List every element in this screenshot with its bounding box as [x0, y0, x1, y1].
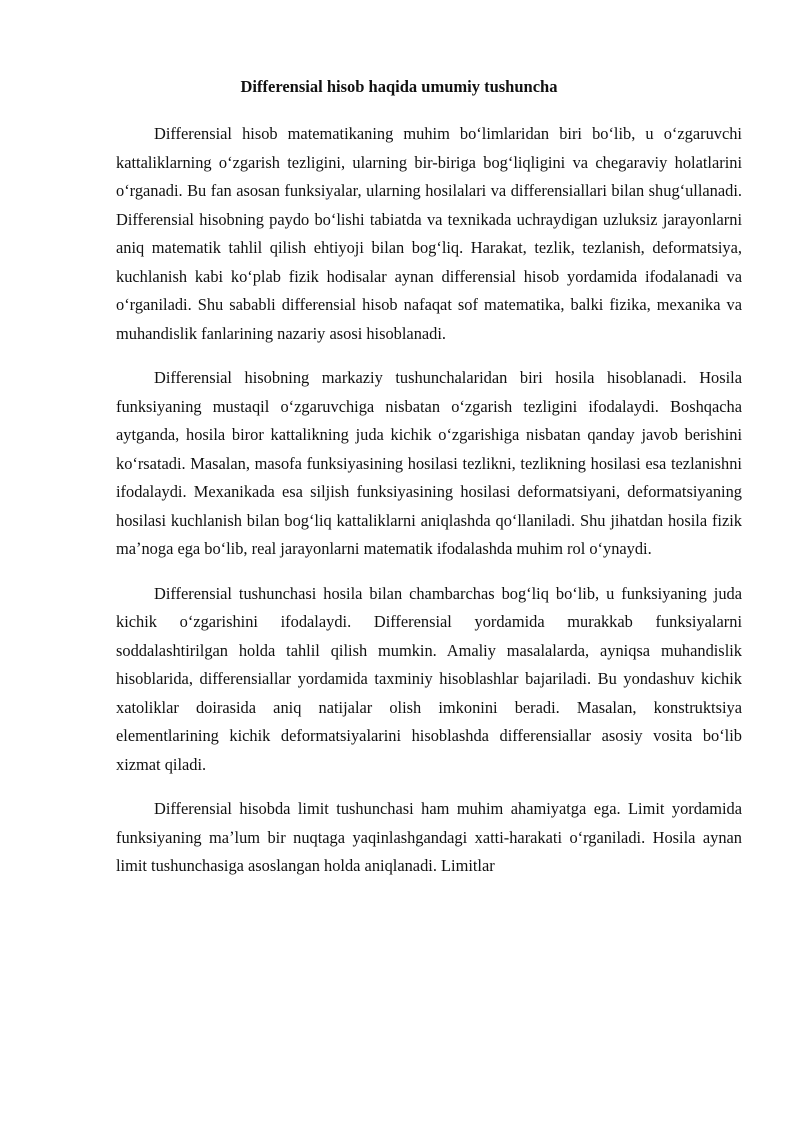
paragraph-4: Differensial hisobda limit tushunchasi ham muhim ahamiyatga ega. Limit yordamida funksiyaning maʼlum bir nuqtaga yaqinlashgandagi xatti-harakati oʻrganiladi. Hosila aynan limit tushunchasiga asoslangan holda aniqlanadi. Limitlar [116, 799, 742, 875]
paragraph-3: Differensial tushunchasi hosila bilan chambarchas bogʻliq boʻlib, u funksiyaning juda kichik oʻzgarishini ifodalaydi. Differensial yordamida murakkab funksiyalarni soddalashtirilgan holda tahlil qilish mumkin. Amaliy masalalarda, ayniqsa muhandislik hisoblarida, differensiallar yordamida taxminiy hisoblashlar bajariladi. Bu yondashuv kichik xatoliklar doirasida aniq natijalar olish imkonini beradi. Masalan, konstruktsiya elementlarining kichik deformatsiyalarini hisoblashda differensiallar asosiy vosita boʻlib xizmat qiladi. [116, 583, 742, 774]
page-title: Differensial hisob haqida umumiy tushuncha [240, 77, 558, 96]
paragraph-1: Differensial hisob matematikaning muhim boʻlimlaridan biri boʻlib, u oʻzgaruvchi kattaliklarning oʻzgarish tezligini, ularning bir-biriga bogʻliqligini va chegaraviy holatlarini oʻrganadi. Bu fan asosan funksiyalar, ularning hosilalari va differensiallari bilan shugʻullanadi. Differensial hisobning paydo boʻlishi tabiatda va texnikada uchraydigan uzluksiz jarayonlarni aniq matematik tahlil qilish ehtiyoji bilan bogʻliq. Harakat, tezlik, tezlanish, deformatsiya, kuchlanish kabi koʻplab fizik hodisalar aynan differensial hisob yordamida ifodalanadi va oʻrganiladi. Shu sababli differensial hisob nafaqat sof matematika, balki fizika, mexanika va muhandislik fanlarining nazariy asosi hisoblanadi. [116, 124, 742, 343]
paragraph-2: Differensial hisobning markaziy tushunchalaridan biri hosila hisoblanadi. Hosila funksiyaning mustaqil oʻzgaruvchiga nisbatan oʻzgarish tezligini ifodalaydi. Boshqacha aytganda, hosila biror kattalikning juda kichik oʻzgarishiga nisbatan qanday javob berishini koʻrsatadi. Masalan, masofa funksiyasining hosilasi tezlikni, tezlikning hosilasi esa tezlanishni ifodalaydi. Mexanikada esa siljish funksiyasining hosilasi deformatsiyani, deformatsiyaning hosilasi kuchlanish bilan bogʻliq kattaliklarni aniqlashda qoʻllaniladi. Shu jihatdan hosila fizik maʼnoga ega boʻlib, real jarayonlarni matematik ifodalashda muhim rol oʻynaydi. [116, 368, 742, 558]
